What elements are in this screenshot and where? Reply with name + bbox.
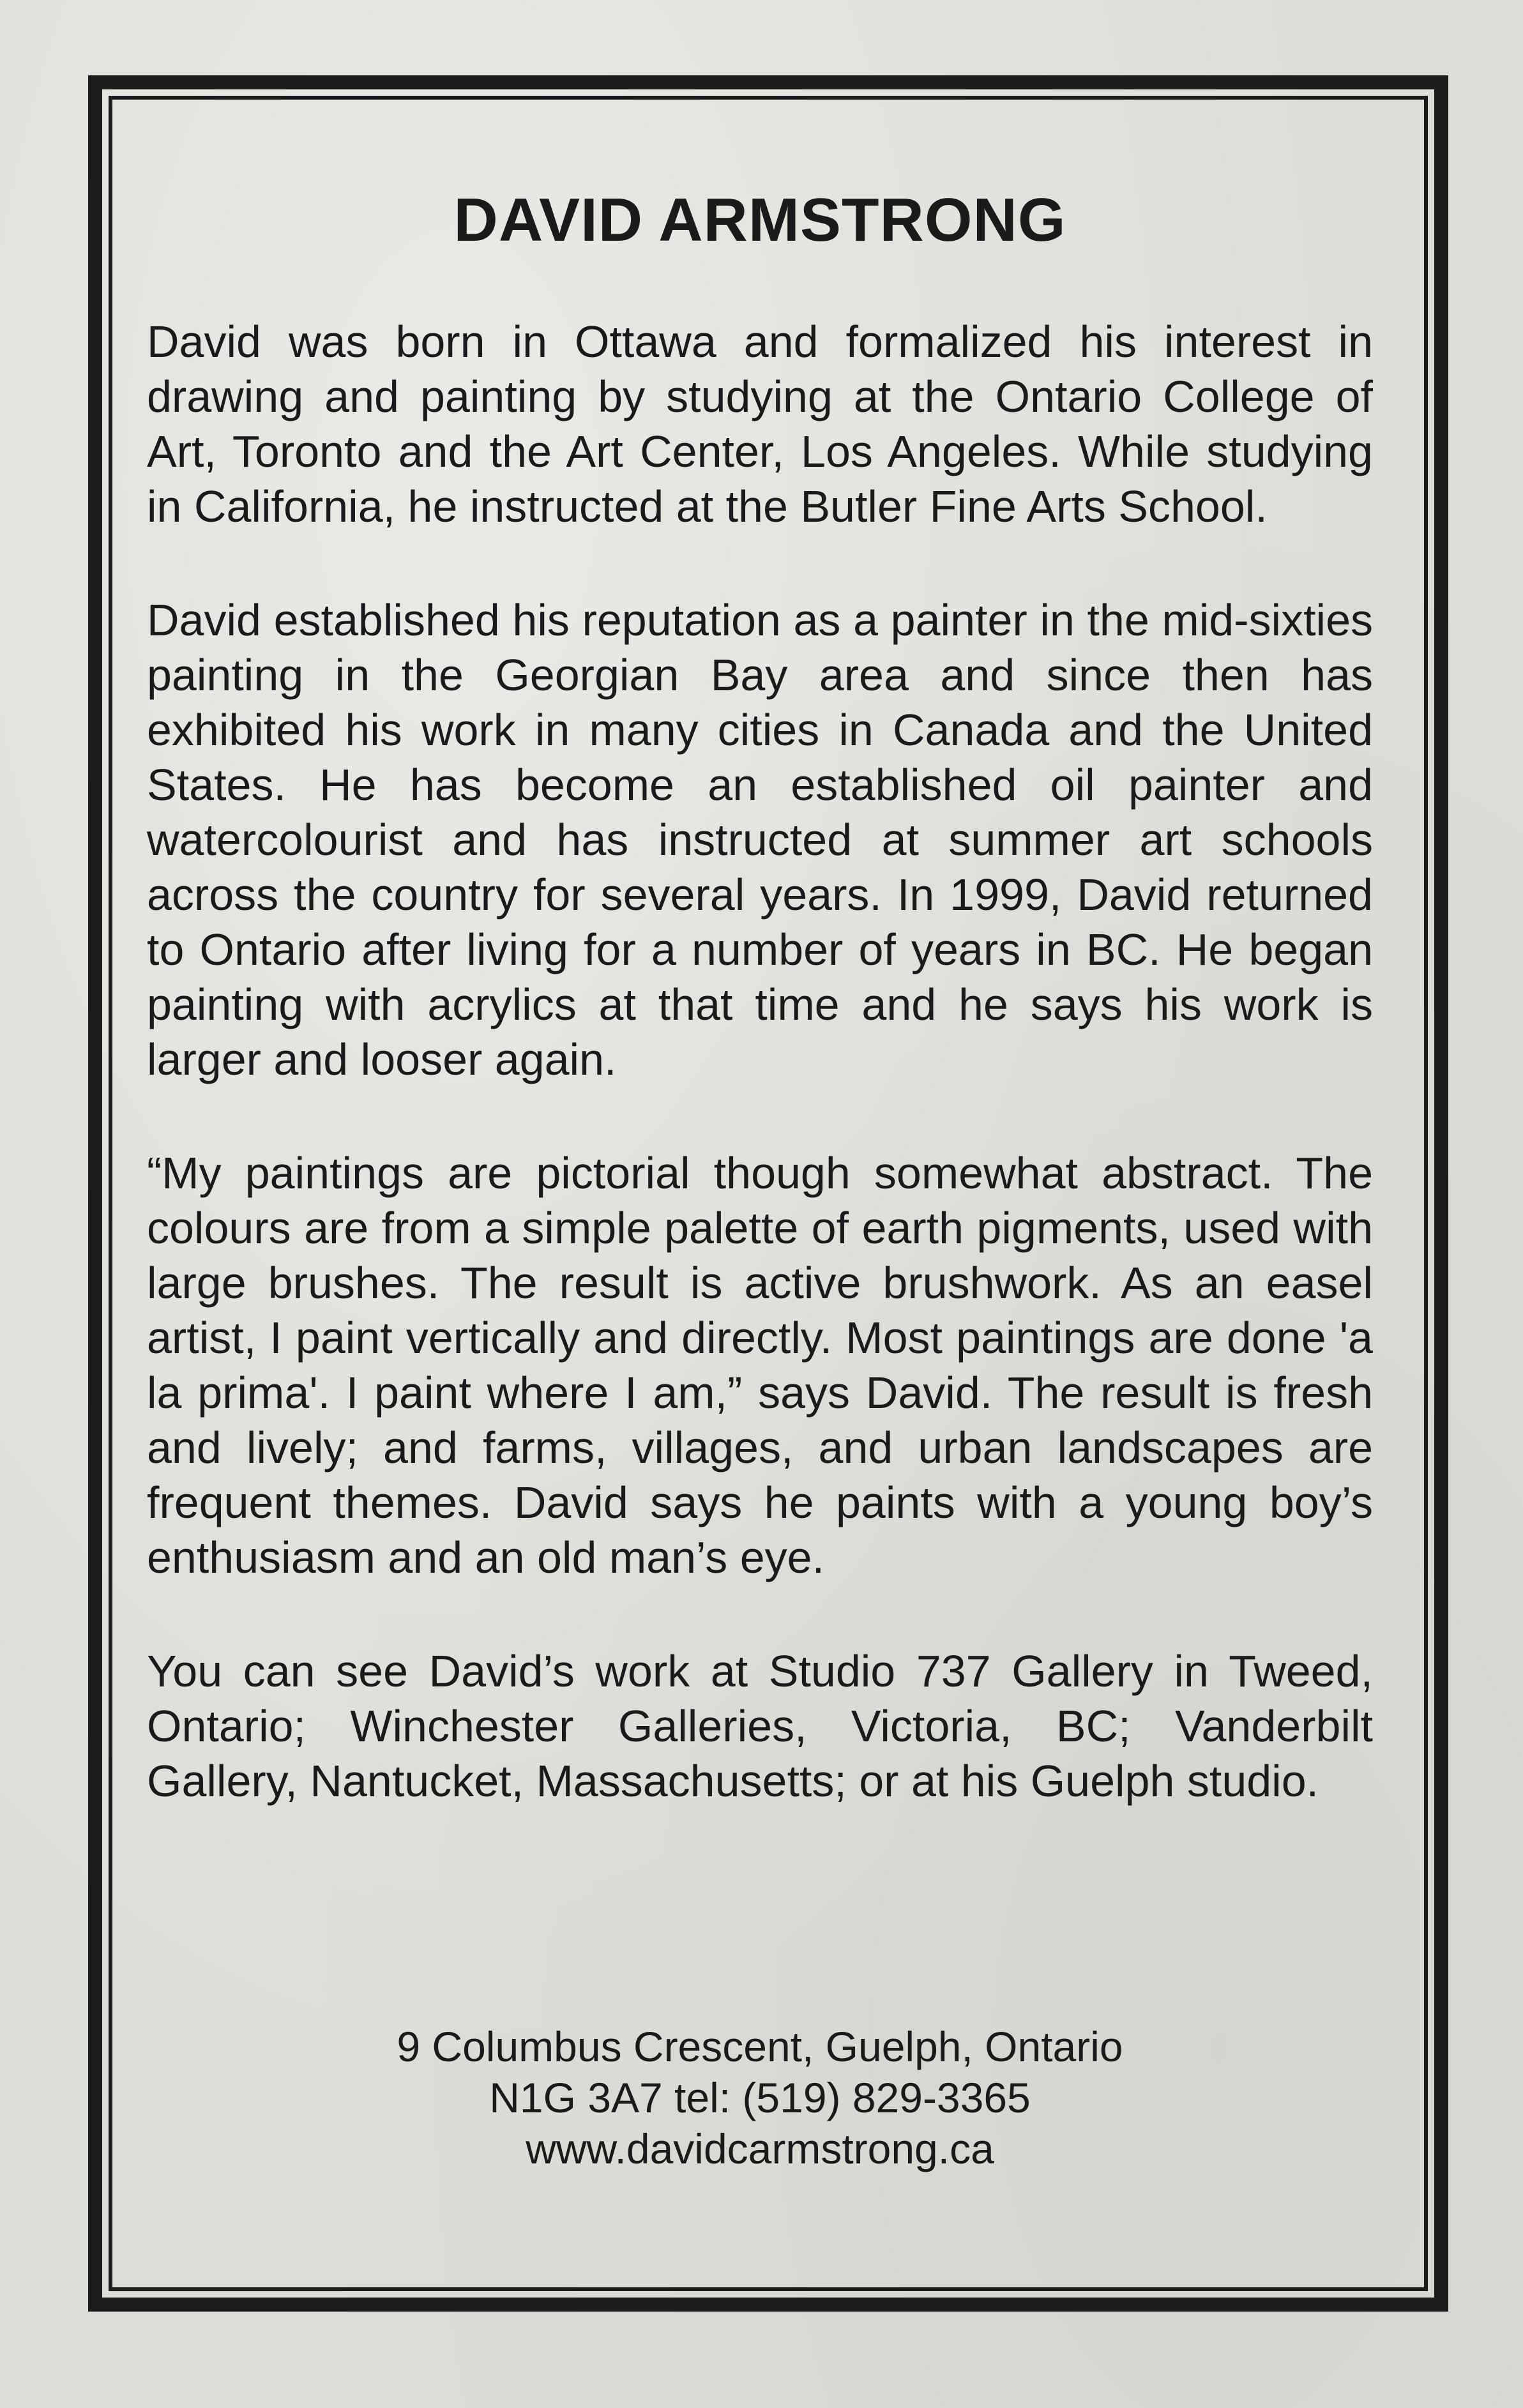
street-address: 9 Columbus Crescent, Guelph, Ontario [397, 2023, 1123, 2070]
postal-code-phone: N1G 3A7 tel: (519) 829-3365 [489, 2074, 1031, 2121]
artist-name-heading: DAVID ARMSTRONG [453, 186, 1066, 254]
bio-paragraph-career: David established his reputation as a painter in the mid-sixties painting in the Georgian Bay area and since then has exhibited his work in many cities in Canada and the United States. He has become an established oil painter and watercolourist and has instructed at summer art schools across the country for several years. In 1999, David returned to Ontario after living for a number of years in BC. He began painting with acrylics at that time and he says his work is larger and looser again. [147, 595, 1373, 1085]
contact-block [147, 2021, 1373, 2174]
artist-quote-paragraph: “My paintings are pictorial though somewhat abstract. The colours are from a simple palette of earth pigments, used with large brushes. The result is active brushwork. As an easel artist, I paint vertically and directly. Most paintings are done 'a la prima'. I paint where I am,” says David. The result is fresh and lively; and farms, villages, and urban landscapes are frequent themes. David says he paints with a young boy’s enthusiasm and an old man’s eye. [147, 1148, 1373, 1583]
bio-paragraph-education: David was born in Ottawa and formalized his interest in drawing and painting by studying at the Ontario College of Art, Toronto and the Art Center, Los Angeles. While studying in California, he instructed at the Butler Fine Arts School. [147, 317, 1373, 532]
website-url: www.davidcarmstrong.ca [526, 2125, 994, 2172]
bio-content [147, 185, 1373, 1867]
galleries-paragraph: You can see David’s work at Studio 737 Gallery in Tweed, Ontario; Winchester Galleries, Victoria, BC; Vanderbilt Gallery, Nantucket, Massachusetts; or at his Guelph studio. [147, 1646, 1373, 1806]
